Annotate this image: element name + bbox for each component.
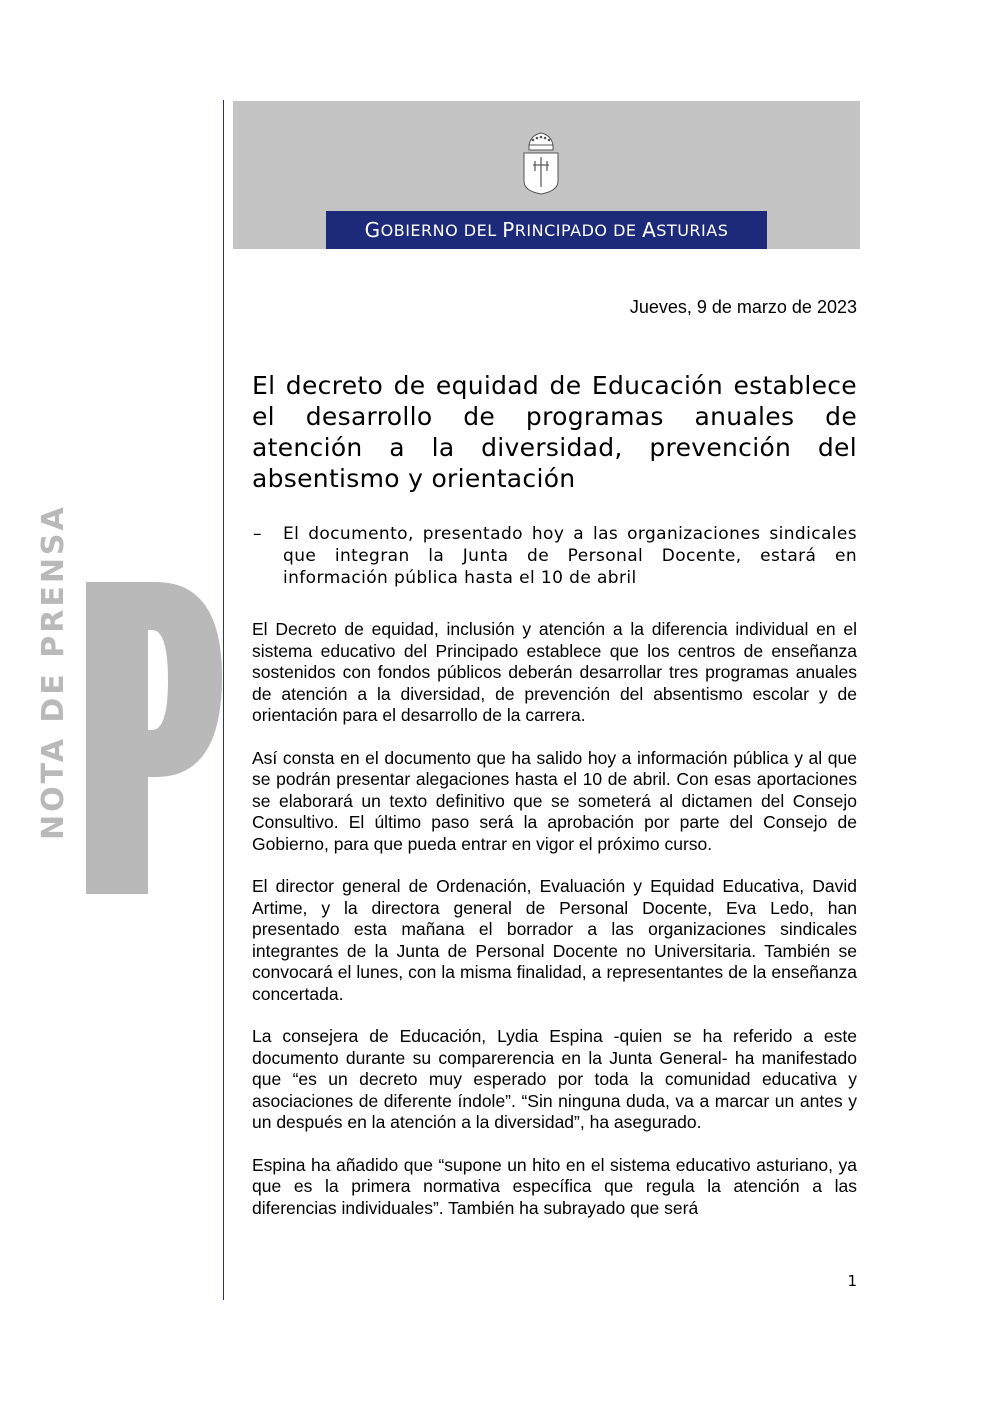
paragraph: La consejera de Educación, Lydia Espina -quien se ha referido a este documento durante su comparerencia en la Junta General- ha manifestado que “es un decreto muy esperado por toda la comunidad educativa y asociaciones de diferente índole”. “Sin ninguna duda, va a marcar un antes y un después en la atención a la diversidad”, ha asegurado. [252,1026,857,1132]
government-name-part: OBIERNO DEL [380,220,503,240]
article-body [252,619,857,1240]
asturias-coat-of-arms-icon [521,131,561,195]
government-name-banner [326,211,767,249]
government-name-part: STURIAS [656,220,729,240]
subtitle-text: El documento, presentado hoy a las organizaciones sindicales que integran la Junta de Personal Docente, estará en información pública hasta el 10 de abril [283,524,857,588]
subtitle-bullet [253,523,857,589]
bullet-dash: – [253,524,262,544]
paragraph: El director general de Ordenación, Evaluación y Equidad Educativa, David Artime, y la directora general de Personal Docente, Eva Ledo, han presentado esta mañana el borrador a las organizaciones sindicales integrantes de la Junta de Personal Docente no Universitaria. También se convocará el lunes, con la misma finalidad, a representantes de la enseñanza concertada. [252,876,857,1004]
paragraph: El Decreto de equidad, inclusión y atención a la diferencia individual en el sistema educativo del Principado establece que los centros de enseñanza sostenidos con fondos públicos deberán desarrollar tres programas anuales de atención a la diversidad, de prevención del absentismo escolar y de orientación para el desarrollo de la carrera. [252,619,857,725]
header-banner [233,101,860,249]
government-name-part: G [364,218,381,242]
nota-de-prensa-label: NOTA DE PRENSA [36,504,71,840]
page-number: 1 [847,1272,857,1290]
press-p-logo-icon [86,582,222,894]
headline: El decreto de equidad de Educación establece el desarrollo de programas anuales de atención a la diversidad, prevención del absentismo y orientación [252,371,857,493]
margin-rule [223,100,224,1300]
press-date: Jueves, 9 de marzo de 2023 [629,297,857,317]
government-name-part: RINCIPADO DE [514,220,643,240]
government-name-part: P [502,218,515,242]
paragraph: Espina ha añadido que “supone un hito en el sistema educativo asturiano, ya que es la primera normativa específica que regula la atención a las diferencias individuales”. También ha subrayado que será [252,1154,857,1218]
government-name-part: A [642,218,657,242]
paragraph: Así consta en el documento que ha salido hoy a información pública y al que se podrán presentar alegaciones hasta el 10 de abril. Con esas aportaciones se elaborará un texto definitivo que se someterá al dictamen del Consejo Consultivo. El último paso será la aprobación por parte del Consejo de Gobierno, para que pueda entrar en vigor el próximo curso. [252,747,857,854]
